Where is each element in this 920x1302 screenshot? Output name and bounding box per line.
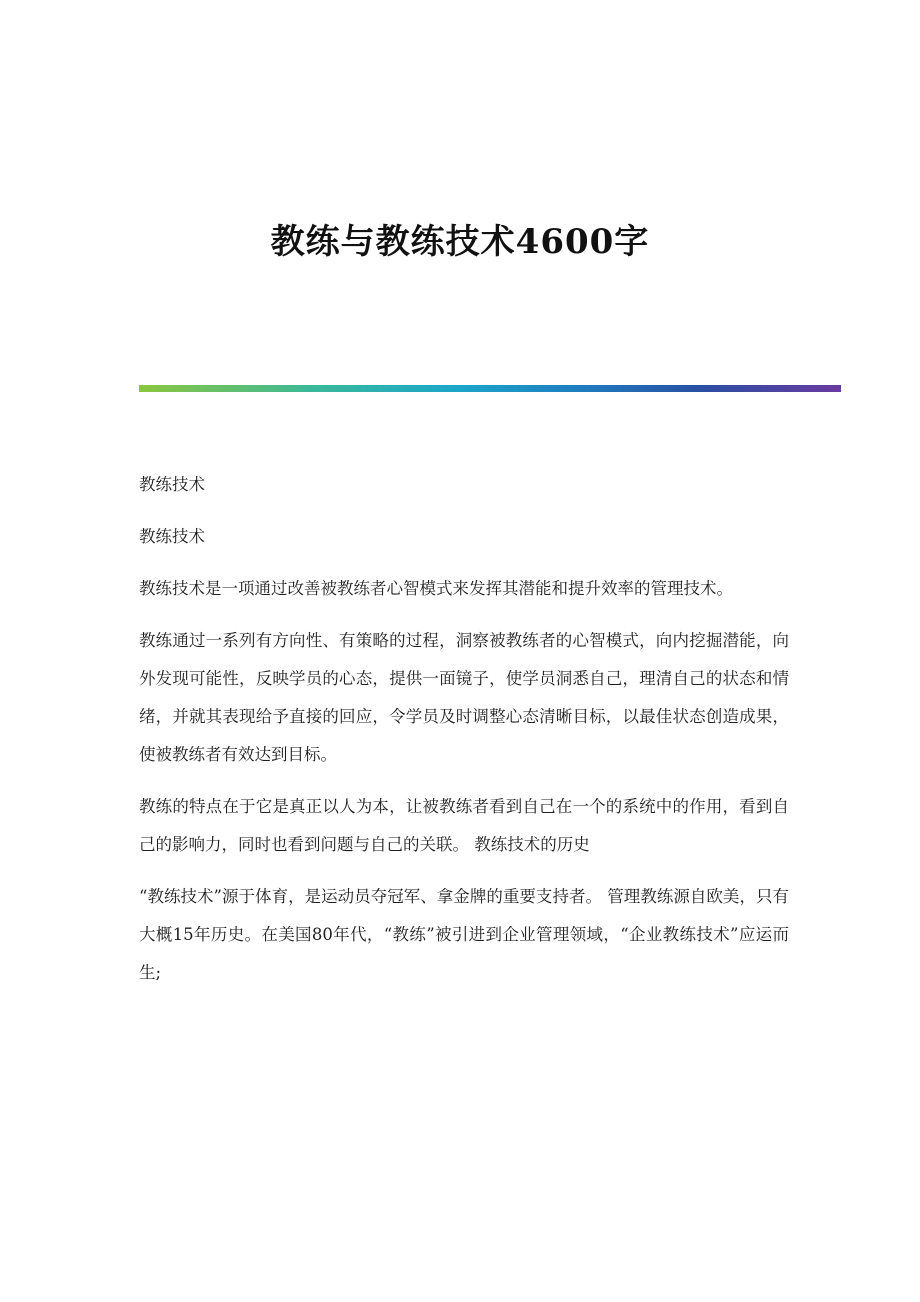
document-title: 教练与教练技术4600字 [270,222,650,262]
paragraph: “教练技术”源于体育，是运动员夺冠军、拿金牌的重要支持者。 管理教练源自欧美，只有大概15年历史。在美国80年代，“教练”被引进到企业管理领域，“企业教练技术”应运而生; [139,887,789,982]
document-body [139,466,789,1006]
paragraph: 教练技术 [139,527,205,546]
gradient-divider [139,385,841,392]
paragraph: 教练技术是一项通过改善被教练者心智模式来发挥其潜能和提升效率的管理技术。 [139,579,733,598]
paragraph: 教练技术 [139,475,205,494]
paragraph: 教练通过一系列有方向性、有策略的过程，洞察被教练者的心智模式，向内挖掘潜能，向外发现可能性，反映学员的心态，提供一面镜子，使学员洞悉自己，理清自己的状态和情绪，并就其表现给予直接的回应，令学员及时调整心态清晰目标，以最佳状态创造成果，使被教练者有效达到目标。 [139,631,789,764]
paragraph: 教练的特点在于它是真正以人为本，让被教练者看到自己在一个的系统中的作用，看到自己的影响力，同时也看到问题与自己的关联。 教练技术的历史 [139,797,789,854]
